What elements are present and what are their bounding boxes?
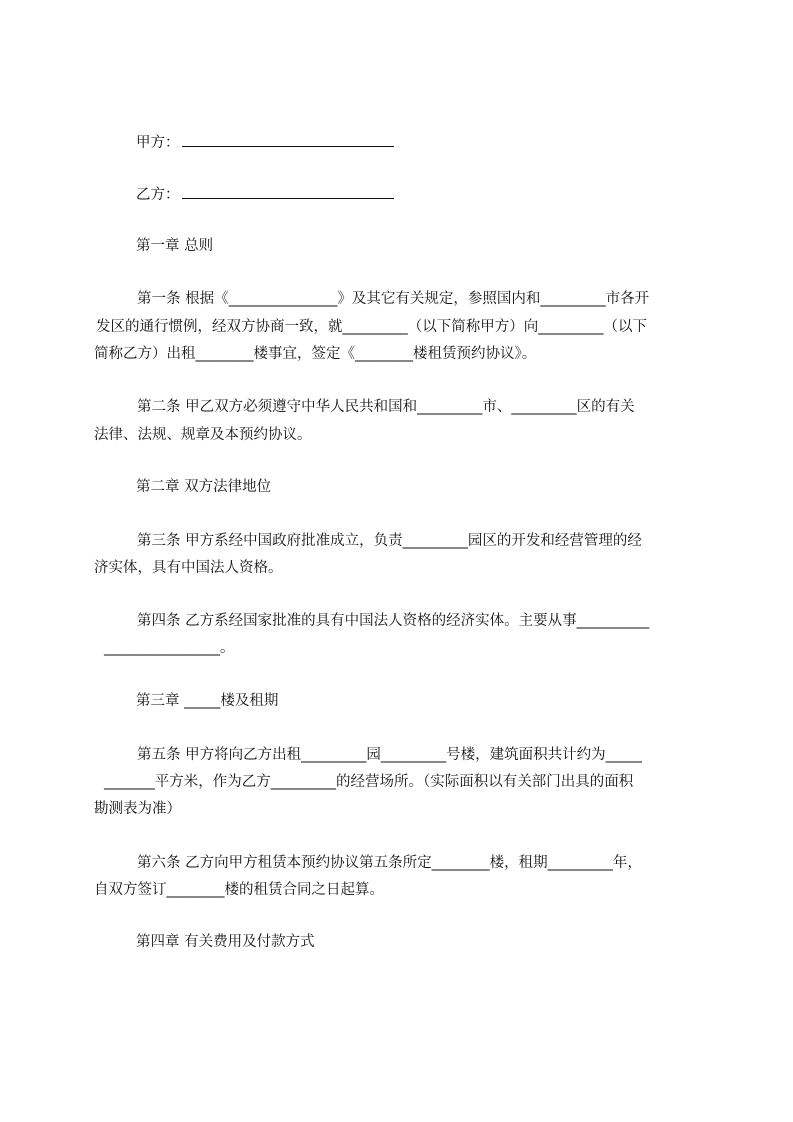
article-6-line-2: 自双方签订________楼的租赁合同之日起算。 [94,882,384,898]
article-1-line-1: 第一条 根据《_______________》及其它有关规定，参照国内和_________市各开 [137,291,650,307]
chapter-1-title: 第一章 总则 [136,238,214,254]
article-5-line-2: _______平方米，作为乙方_________的经营场所。（实际面积以有关部门出具的面积 [104,774,634,790]
article-4-line-2: ________________。 [104,640,235,656]
article-6-line-1: 第六条 乙方向甲方租赁本预约协议第五条所定________楼，租期_________年， [137,855,642,871]
article-5-line-3: 勘测表为准） [94,801,181,817]
article-1-line-2: 发区的通行惯例，经双方协商一致，就_________（以下简称甲方）向_________（以下 [96,319,647,335]
party-a-blank[interactable] [182,132,394,147]
article-1-line-3: 简称乙方）出租________楼事宜，签定《________楼租赁预约协议》。 [94,346,537,362]
party-a-label: 甲方： [136,135,180,151]
party-b-label: 乙方： [136,187,180,203]
party-b-line [136,184,394,204]
article-2-line-1: 第二条 甲乙双方必须遵守中华人民共和国和_________市、_________区的有关 [137,399,635,415]
article-5-line-1: 第五条 甲方将向乙方出租_________园_________号楼，建筑面积共计约为_____ [137,747,642,763]
article-4-line-1: 第四条 乙方系经国家批准的具有中国法人资格的经济实体。主要从事__________ [137,613,650,629]
party-b-blank[interactable] [182,184,394,199]
article-3-line-1: 第三条 甲方系经中国政府批准成立，负责_________园区的开发和经营管理的经 [137,533,642,549]
article-2-line-2: 法律、法规、规章及本预约协议。 [94,427,312,443]
party-a-line [136,132,394,152]
chapter-4-title: 第四章 有关费用及付款方式 [136,934,315,950]
chapter-2-title: 第二章 双方法律地位 [136,479,272,495]
chapter-3-title: 第三章 _____楼及租期 [136,693,279,709]
article-3-line-2: 济实体，具有中国法人资格。 [94,560,283,576]
